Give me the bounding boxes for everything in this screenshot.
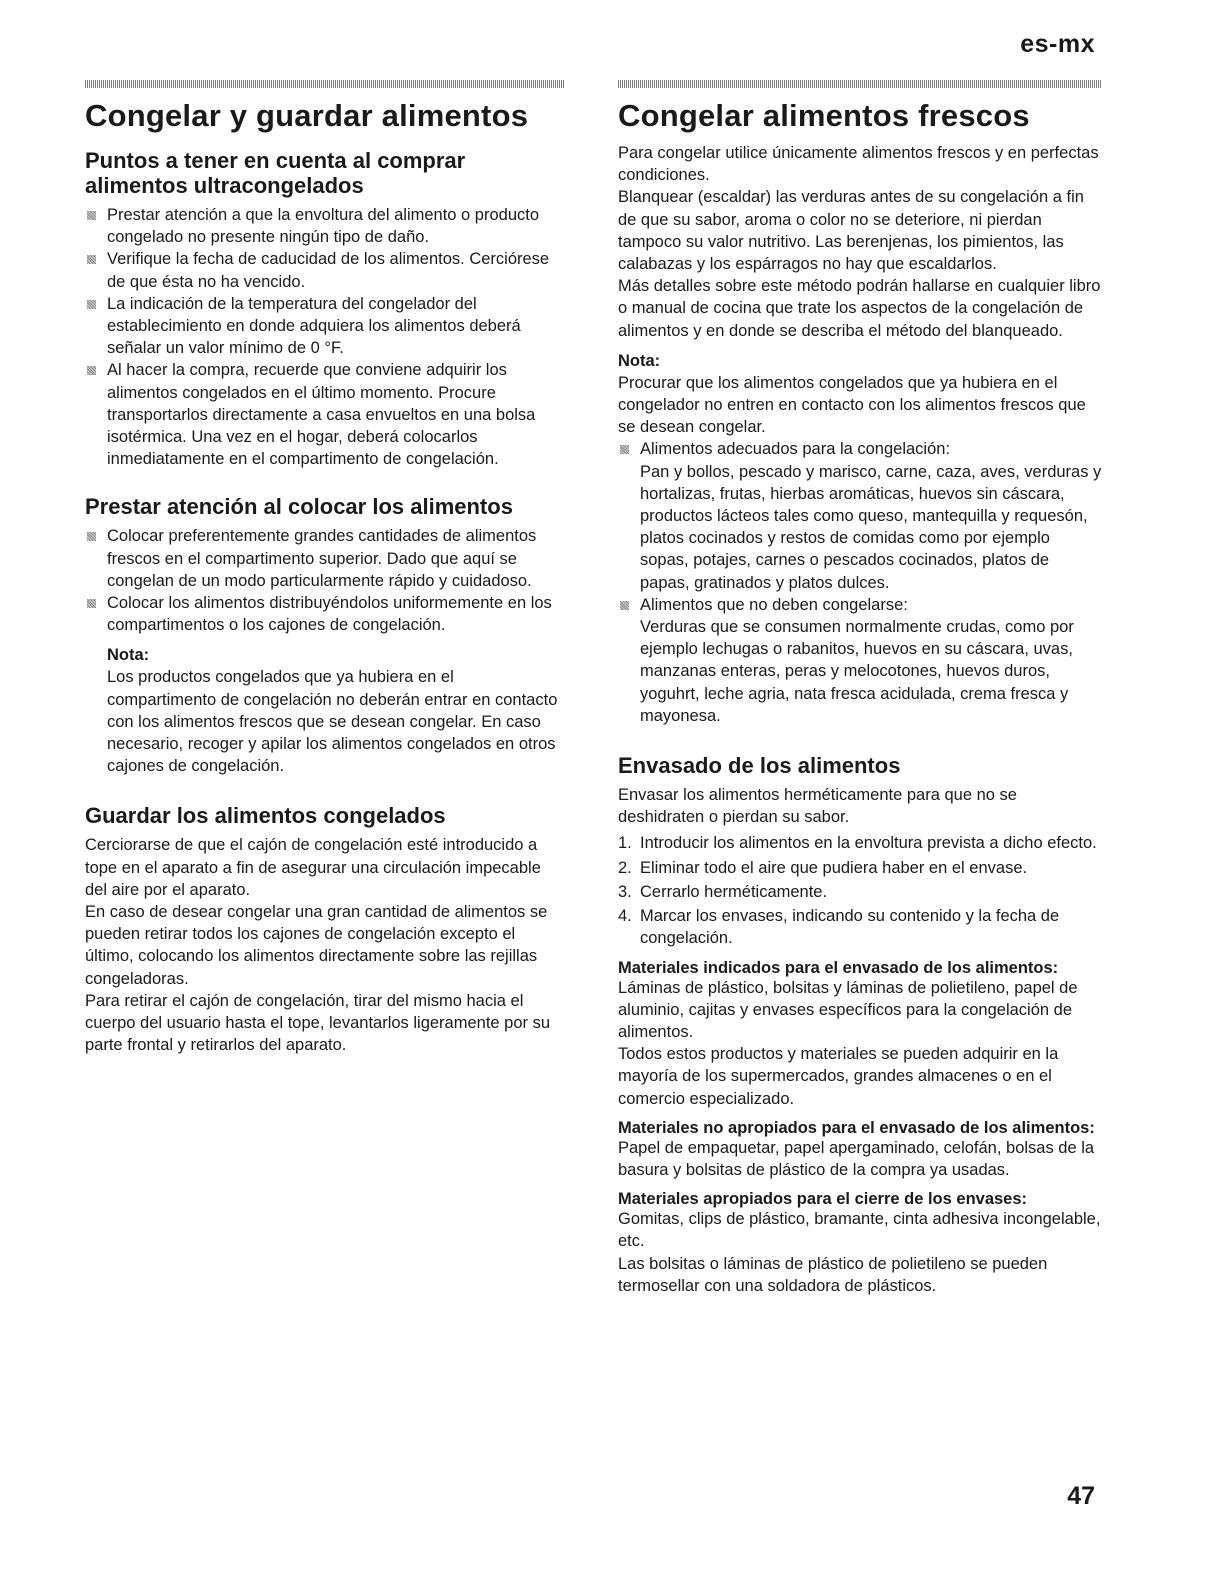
heading-unsuitable-materials: Materiales no apropiados para el envasado de los alimentos:: [618, 1118, 1095, 1137]
list-item: Alimentos adecuados para la congelación: Pan y bollos, pescado y marisco, carne, caza, aves, verduras y hortalizas, frutas, hierbas aromáticas, huevos sin cáscara, productos lácteos tales como queso, mantequilla y requesón, platos cocinados y restos de comidas como por ejemplo sopas, potajes, carnes o pescados cocinados, platos de papas, gratinados y platos dulces.: [618, 438, 1102, 593]
page-title-right: Congelar alimentos frescos: [618, 98, 1030, 133]
paragraph: Todos estos productos y materiales se pueden adquirir en la mayoría de los supermercados, grandes almacenes o en el comercio especializado.: [618, 1045, 1059, 1108]
bullet-icon: [87, 211, 96, 220]
list-item: 4. Marcar los envases, indicando su contenido y la fecha de congelación.: [618, 907, 1060, 948]
paragraph: Más detalles sobre este método podrán hallarse en cualquier libro o manual de cocina que trate los aspectos de la congelación de alimentos y en donde se describa el método del blanqueado.: [618, 277, 1101, 340]
list-item: 3. Cerrarlo herméticamente.: [618, 882, 828, 901]
section-rule: [618, 80, 1102, 88]
paragraph: Para retirar el cajón de congelación, tirar del mismo hacia el cuerpo del usuario hasta el tope, levantarlos ligeramente por su parte frontal y retirarlos del aparato.: [85, 991, 551, 1055]
paragraph: Láminas de plástico, bolsitas y láminas de polietileno, papel de aluminio, cajitas y envases específicos para la congelación de alimentos.: [618, 978, 1078, 1041]
left-column: [85, 80, 565, 1057]
heading-storing-frozen: Guardar los alimentos congelados: [85, 803, 446, 829]
note-label: Nota:: [107, 646, 150, 665]
paragraph: Envasar los alimentos herméticamente para que no se deshidraten o pierdan su sabor.: [618, 786, 1017, 827]
bullet-icon: [620, 601, 629, 610]
bullet-icon: [87, 599, 96, 608]
bullet-icon: [87, 300, 96, 309]
heading-packaging: Envasado de los alimentos: [618, 753, 901, 779]
packaging-steps: [618, 832, 1102, 949]
list-item: Verifique la fecha de caducidad de los alimentos. Cerciórese de que ésta no ha vencido.: [85, 248, 565, 292]
page-number: 47: [1067, 1482, 1095, 1510]
list-item: Colocar preferentemente grandes cantidades de alimentos frescos en el compartimento superior. Dado que aquí se congelan de un modo particularmente rápido y cuidadoso.: [85, 525, 565, 592]
heading-buying-frozen: Puntos a tener en cuenta al comprar alimentos ultracongelados: [85, 148, 466, 198]
heading-placing-food: Prestar atención al colocar los alimentos: [85, 494, 513, 520]
list-item: Colocar los alimentos distribuyéndolos uniformemente en los compartimentos o los cajones de congelación.: [85, 592, 565, 636]
right-column: [618, 80, 1102, 1297]
placing-tips-list: [85, 525, 565, 636]
paragraph: Gomitas, clips de plástico, bramante, cinta adhesiva incongelable, etc.: [618, 1210, 1101, 1251]
bullet-icon: [87, 255, 96, 264]
paragraph: Para congelar utilice únicamente alimentos frescos y en perfectas condiciones.: [618, 144, 1099, 185]
list-item: Al hacer la compra, recuerde que conviene adquirir los alimentos congelados en el último momento. Procure transportarlos directamente a casa envueltos en una bolsa isotérmica. Una vez en el hogar, deberá colocarlos inmediatamente en el compartimento de congelación.: [85, 359, 565, 470]
heading-suitable-materials: Materiales indicados para el envasado de los alimentos:: [618, 958, 1059, 977]
list-item: 1. Introducir los alimentos en la envoltura prevista a dicho efecto.: [618, 834, 1097, 853]
list-item: 2. Eliminar todo el aire que pudiera haber en el envase.: [618, 858, 1028, 877]
bullet-icon: [620, 445, 629, 454]
paragraph: Blanquear (escaldar) las verduras antes de su congelación a fin de que su sabor, aroma o color no se deteriore, ni pierdan tampoco su valor nutritivo. Las berenjenas, los pimientos, las calabazas y los espárragos no hay que escaldarlos.: [618, 188, 1084, 274]
note-text: Procurar que los alimentos congelados que ya hubiera en el congelador no entren en contacto con los alimentos frescos que se desean congelar.: [618, 373, 1086, 437]
bullet-icon: [87, 532, 96, 541]
buying-tips-list: [85, 204, 565, 470]
language-code: es-mx: [1020, 30, 1095, 58]
note-label: Nota:: [618, 351, 661, 370]
list-item: Prestar atención a que la envoltura del alimento o producto congelado no presente ningún tipo de daño.: [85, 204, 565, 248]
paragraph: Papel de empaquetar, papel apergaminado, celofán, bolsas de la basura y bolsitas de plástico de la compra ya usadas.: [618, 1138, 1095, 1179]
bullet-icon: [87, 366, 96, 375]
paragraph: Las bolsitas o láminas de plástico de polietileno se pueden termosellar con una soldadora de plásticos.: [618, 1254, 1048, 1295]
food-suitability-list: [618, 438, 1102, 727]
section-rule: [85, 80, 565, 88]
heading-closure-materials: Materiales apropiados para el cierre de los envases:: [618, 1190, 1028, 1209]
paragraph: En caso de desear congelar una gran cantidad de alimentos se pueden retirar todos los cajones de congelación excepto el último, colocando los alimentos directamente sobre las rejillas congeladoras.: [85, 903, 548, 988]
note-text: Los productos congelados que ya hubiera en el compartimento de congelación no deberán entrar en contacto con los alimentos frescos que se desean congelar. En caso necesario, recoger y apilar los alimentos congelados en otros cajones de congelación.: [107, 668, 558, 776]
list-item: La indicación de la temperatura del congelador del establecimiento en donde adquiera los alimentos deberá señalar un valor mínimo de 0 °F.: [85, 293, 565, 360]
paragraph: Cerciorarse de que el cajón de congelación esté introducido a tope en el aparato a fin de asegurar una circulación impecable del aire por el aparato.: [85, 836, 541, 899]
note-block: [85, 644, 565, 777]
page-title-left: Congelar y guardar alimentos: [85, 98, 529, 133]
list-item: Alimentos que no deben congelarse: Verduras que se consumen normalmente crudas, como por ejemplo lechugas o rabanitos, huevos en su cáscara, uvas, manzanas enteras, peras y melocotones, huevos duros, yoguhrt, leche agria, nata fresca acidulada, crema fresca y mayonesa.: [618, 594, 1102, 727]
